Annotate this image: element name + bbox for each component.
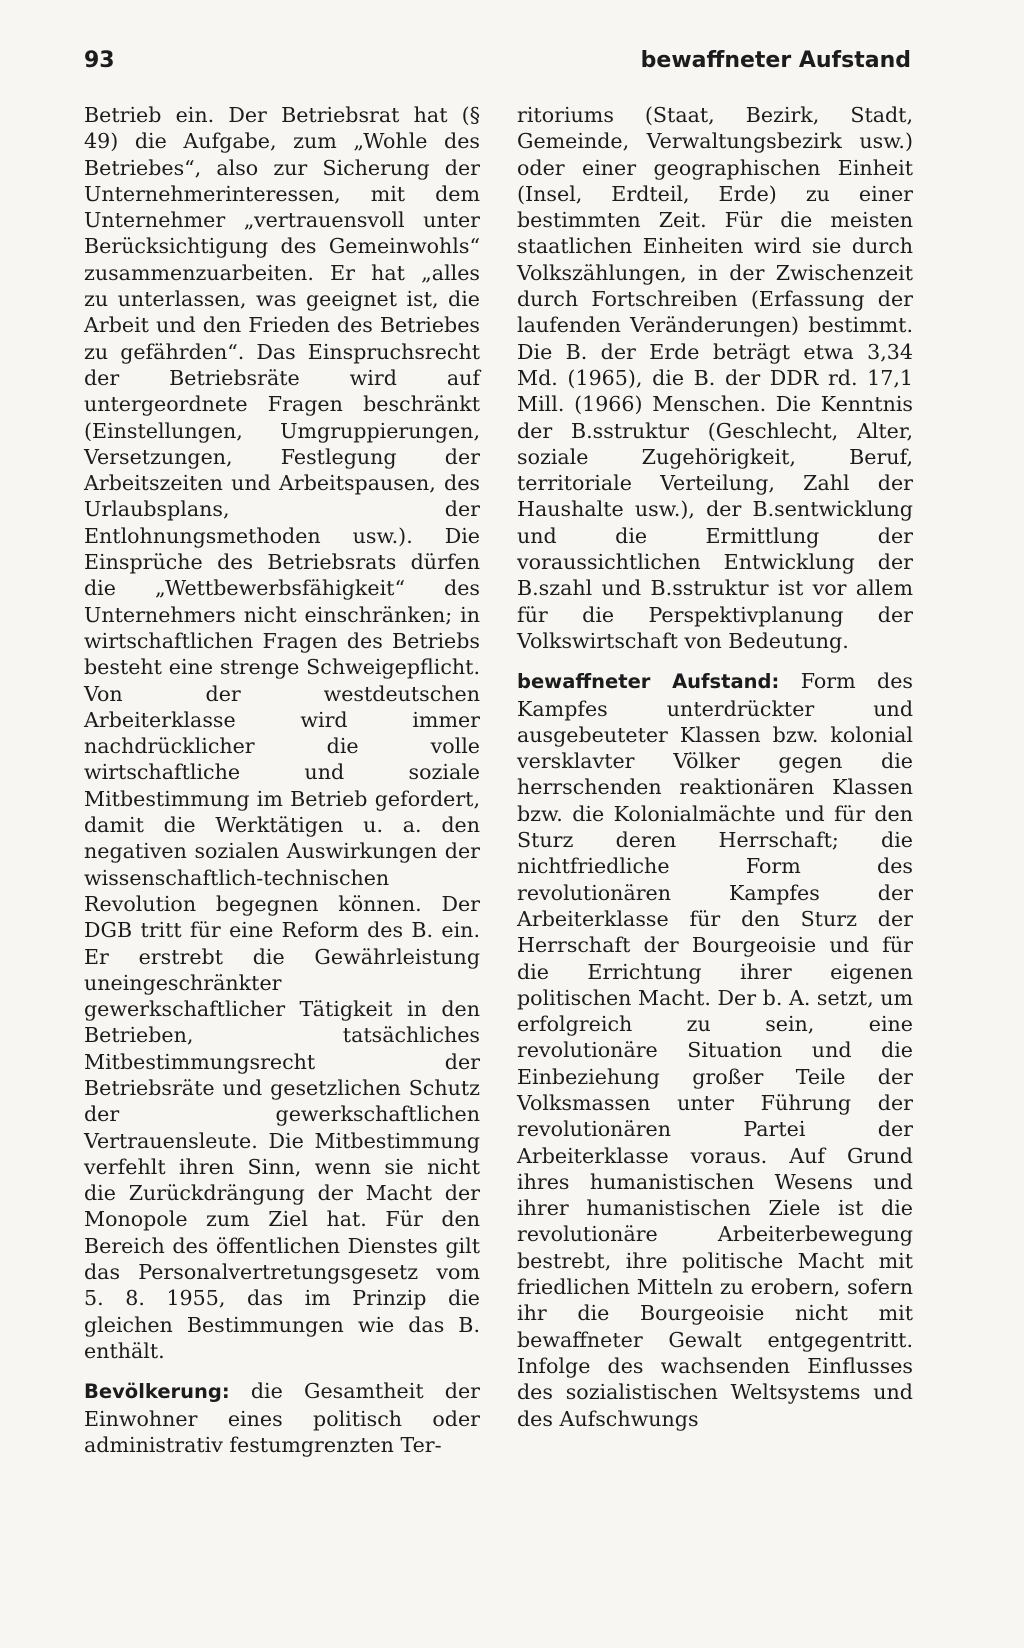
- running-head: bewaffneter Aufstand: [640, 48, 911, 73]
- entry-bewaffneter-aufstand: [517, 668, 913, 1432]
- right-column: [517, 102, 913, 1432]
- entry-term-bevoelkerung: Bevölkerung:: [84, 1380, 230, 1404]
- page-number: 93: [84, 48, 115, 73]
- right-continuation-paragraph: ritoriums (Staat, Bezirk, Stadt, Gemeinde, Verwaltungsbezirk usw.) oder einer geographischen Einheit (Insel, Erdteil, Erde) zu einer bestimmten Zeit. Für die meisten staatlichen Einheiten wird sie durch Volkszählungen, in der Zwischenzeit durch Fortschreiben (Erfassung der laufenden Veränderungen) bestimmt. Die B. der Erde beträgt etwa 3,34 Md. (1965), die B. der DDR rd. 17,1 Mill. (1966) Menschen. Die Kenntnis der B.sstruktur (Geschlecht, Alter, soziale Zugehörigkeit, Beruf, territoriale Verteilung, Zahl der Haushalte usw.), der B.sentwicklung und die Ermittlung der voraussichtlichen Entwicklung der B.szahl und B.sstruktur ist vor allem für die Perspektivplanung der Volkswirtschaft von Bedeutung.: [517, 103, 913, 653]
- entry-text-aufstand: Form des Kampfes unterdrückter und ausgebeuteter Klassen bzw. kolonial versklavter Völker gegen die herrschenden reaktionären Klassen bzw. die Kolonialmächte und für den Sturz deren Herrschaft; die nichtfriedliche Form des revolutionären Kampfes der Arbeiterklasse für den Sturz der Herrschaft der Bourgeoisie und für die Errichtung ihrer eigenen politischen Macht. Der b. A. setzt, um erfolgreich zu sein, eine revolutionäre Situation und die Einbeziehung großer Teile der Volksmassen unter Führung der revolutionären Partei der Arbeiterklasse voraus. Auf Grund ihres humanistischen Wesens und ihrer humanistischen Ziele ist die revolutionäre Arbeiterbewegung bestrebt, ihre politische Macht mit friedlichen Mitteln zu erobern, sofern ihr die Bourgeoisie nicht mit bewaffneter Gewalt entgegentritt. Infolge des wachsenden Einflusses des sozialistischen Weltsystems und des Aufschwungs: [517, 669, 913, 1431]
- left-continuation-paragraph: Betrieb ein. Der Betriebsrat hat (§ 49) die Aufgabe, zum „Wohle des Betriebes“, also zur Sicherung der Unternehmerinteressen, mit dem Unternehmer „vertrauensvoll unter Berücksichtigung des Gemeinwohls“ zusammenzuarbeiten. Er hat „alles zu unterlassen, was geeignet ist, die Arbeit und den Frieden des Betriebes zu gefährden“. Das Einspruchsrecht der Betriebsräte wird auf untergeordnete Fragen beschränkt (Einstellungen, Umgruppierungen, Versetzungen, Festlegung der Arbeitszeiten und Arbeitspausen, des Urlaubsplans, der Entlohnungsmethoden usw.). Die Einsprüche des Betriebsrats dürfen die „Wettbewerbsfähigkeit“ des Unternehmers nicht einschränken; in wirtschaftlichen Fragen des Betriebs besteht eine strenge Schweigepflicht. Von der westdeutschen Arbeiterklasse wird immer nachdrücklicher die volle wirtschaftliche und soziale Mitbestimmung im Betrieb gefordert, damit die Werktätigen u. a. den negativen sozialen Auswirkungen der wissenschaftlich-technischen Revolution begegnen können. Der DGB tritt für eine Reform des B. ein. Er erstrebt die Gewährleistung uneingeschränkter gewerkschaftlicher Tätigkeit in den Betrieben, tatsächliches Mitbestimmungsrecht der Betriebsräte und gesetzlichen Schutz der gewerkschaftlichen Vertrauensleute. Die Mitbestimmung verfehlt ihren Sinn, wenn sie nicht die Zurückdrängung der Macht der Monopole zum Ziel hat. Für den Bereich des öffentlichen Dienstes gilt das Personalvertretungsgesetz vom 5. 8. 1955, das im Prinzip die gleichen Bestimmungen wie das B. enthält.: [84, 103, 480, 1363]
- entry-bevoelkerung: [84, 1378, 480, 1458]
- entry-term-aufstand: bewaffneter Aufstand:: [517, 670, 780, 694]
- entry-text-bevoelkerung: die Gesamtheit der Einwohner eines politisch oder administrativ festumgrenzten Ter-: [84, 1379, 480, 1457]
- left-column: [84, 102, 480, 1458]
